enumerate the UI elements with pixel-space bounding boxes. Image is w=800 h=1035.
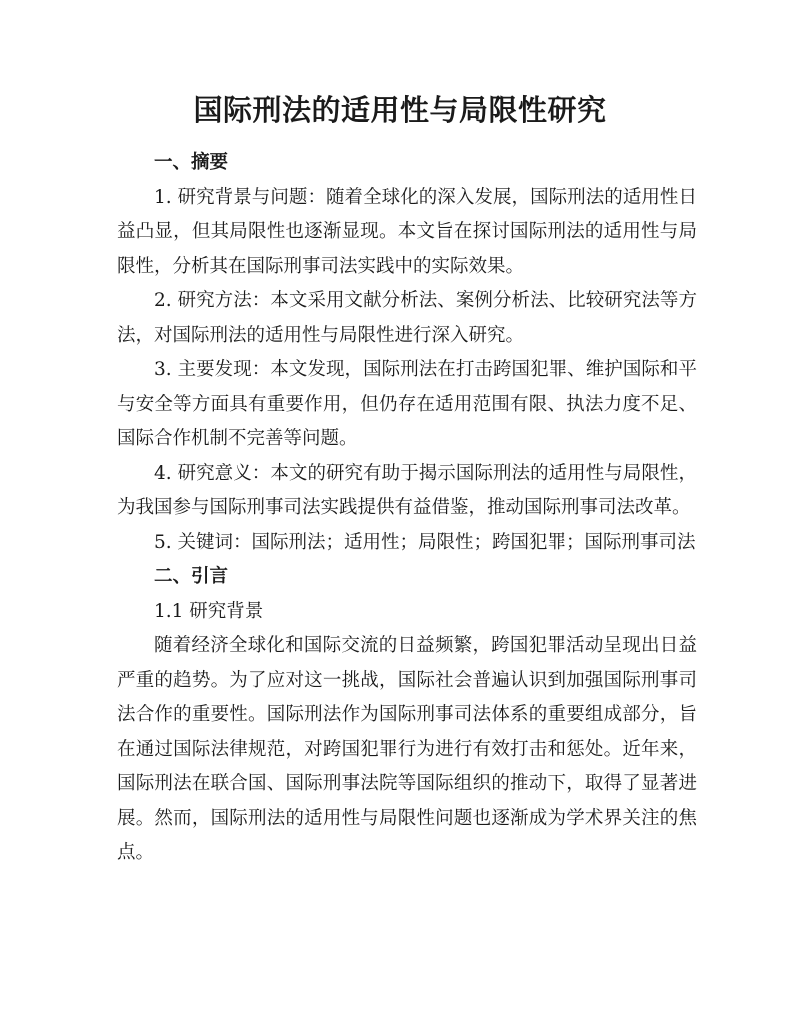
abstract-paragraph-1: 1. 研究背景与问题：随着全球化的深入发展，国际刑法的适用性日益凸显，但其局限性也逐渐显现。本文旨在探讨国际刑法的适用性与局限性，分析其在国际刑事司法实践中的实际效果。 — [117, 186, 697, 277]
abstract-paragraph-4: 4. 研究意义：本文的研究有助于揭示国际刑法的适用性与局限性，为我国参与国际刑事司法实践提供有益借鉴，推动国际刑事司法改革。 — [117, 462, 697, 518]
introduction-paragraph-1: 随着经济全球化和国际交流的日益频繁，跨国犯罪活动呈现出日益严重的趋势。为了应对这一挑战，国际社会普遍认识到加强国际刑事司法合作的重要性。国际刑法作为国际刑事司法体系的重要组成部分，旨在通过国际法律规范，对跨国犯罪行为进行有效打击和惩处。近年来，国际刑法在联合国、国际刑事法院等国际组织的推动下，取得了显著进展。然而，国际刑法的适用性与局限性问题也逐渐成为学术界关注的焦点。 — [117, 635, 697, 863]
abstract-paragraph-3: 3. 主要发现：本文发现，国际刑法在打击跨国犯罪、维护国际和平与安全等方面具有重要作用，但仍存在适用范围有限、执法力度不足、国际合作机制不完善等问题。 — [117, 359, 697, 449]
abstract-paragraph-2: 2. 研究方法：本文采用文献分析法、案例分析法、比较研究法等方法，对国际刑法的适用性与局限性进行深入研究。 — [117, 290, 697, 346]
document-body — [117, 146, 697, 871]
section-heading-introduction: 二、引言 — [154, 566, 229, 587]
document-title: 国际刑法的适用性与局限性研究 — [193, 93, 607, 127]
section-heading-abstract: 一、摘要 — [154, 152, 229, 173]
abstract-paragraph-5: 5. 关键词：国际刑法；适用性；局限性；跨国犯罪；国际刑事司法 — [154, 531, 696, 553]
subsection-heading-background: 1.1 研究背景 — [154, 600, 264, 622]
